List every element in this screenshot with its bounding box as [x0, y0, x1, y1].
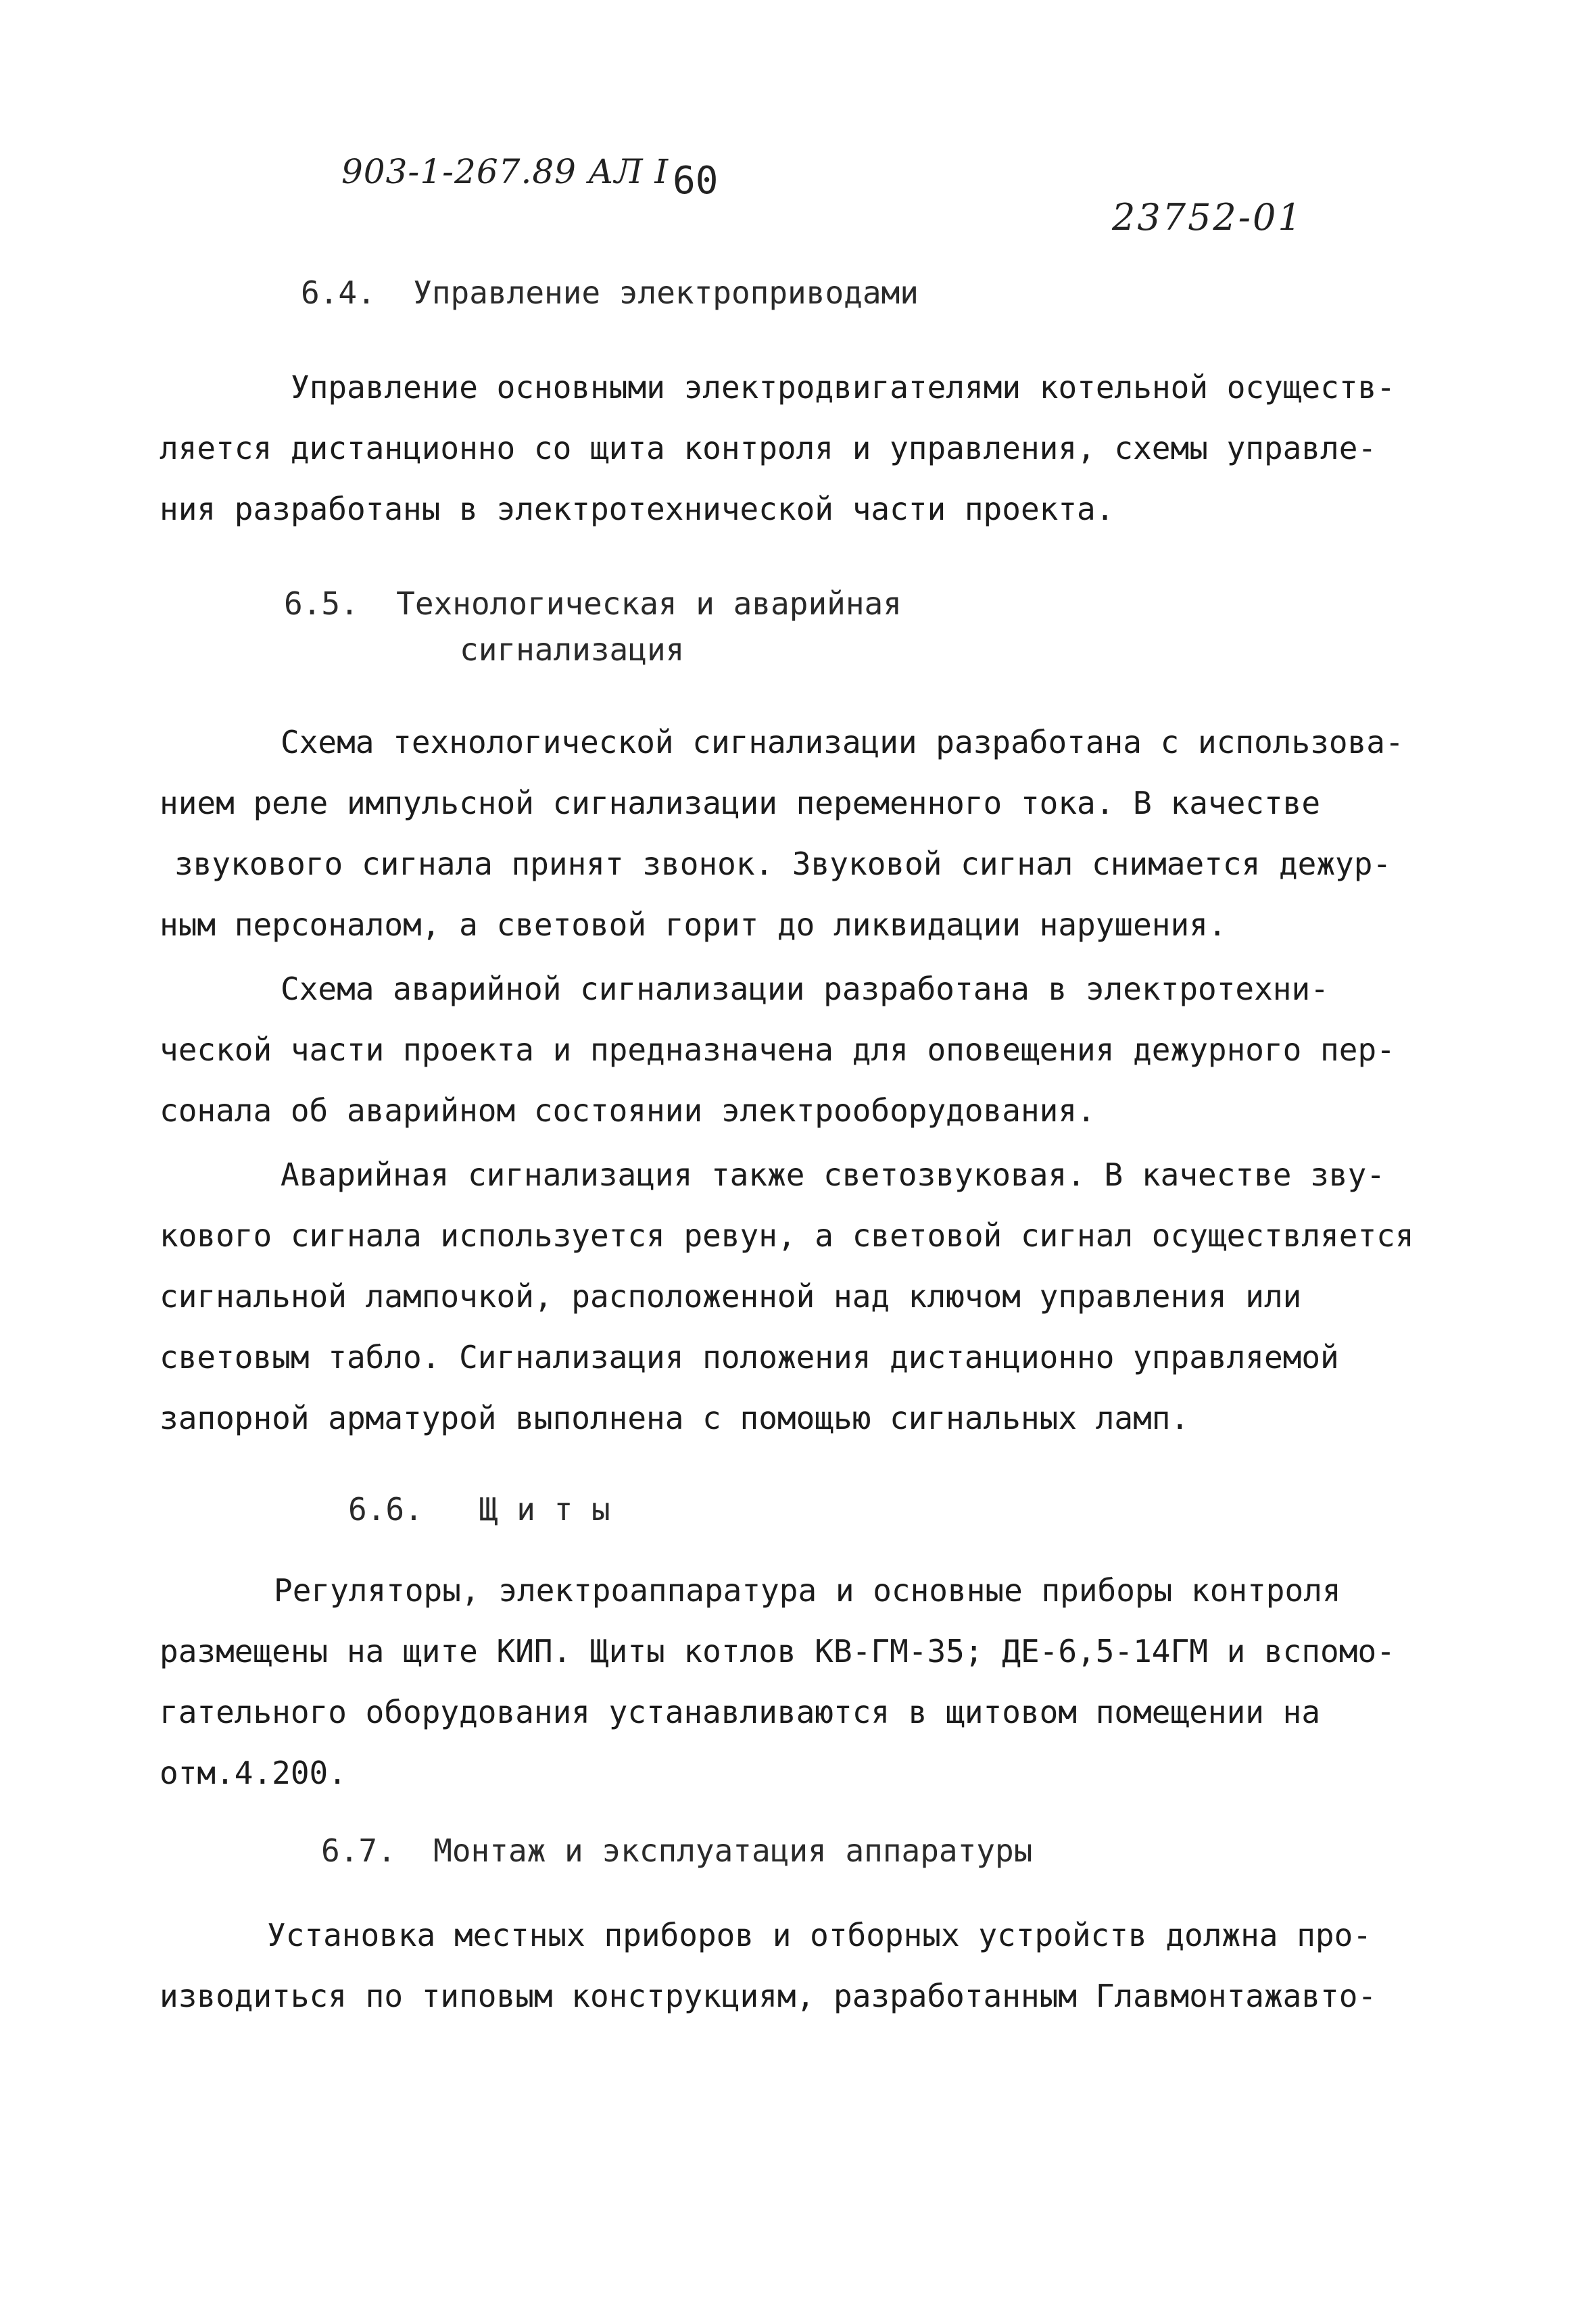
paragraph-line: Управление основными электродвигателями котельной осуществ-: [291, 369, 1395, 406]
page-number: 60: [673, 159, 719, 203]
paragraph-line: ляется дистанционно со щита контроля и управления, схемы управле-: [160, 430, 1377, 466]
paragraph-line: гательного оборудования устанавливаются в щитовом помещении на: [160, 1694, 1321, 1730]
section-heading-6-4: 6.4. Управление электроприводами: [301, 274, 919, 311]
paragraph-line: Регуляторы, электроаппаратура и основные приборы контроля: [274, 1572, 1341, 1609]
paragraph-line: Установка местных приборов и отборных устройств должна про-: [267, 1917, 1372, 1953]
paragraph-line: ным персоналом, а световой горит до ликвидации нарушения.: [160, 906, 1227, 943]
paragraph-line: отм.4.200.: [160, 1755, 347, 1791]
section-heading-6-5: 6.5. Технологическая и аварийная: [284, 585, 902, 622]
paragraph-line: кового сигнала используется ревун, а световой сигнал осуществляется: [160, 1217, 1414, 1254]
paragraph-line: ния разработаны в электротехнической части проекта.: [160, 491, 1115, 527]
paragraph-line: звукового сигнала принят звонок. Звуковой сигнал снимается дежур-: [174, 846, 1392, 882]
paragraph-line: сонала об аварийном состоянии электрооборудования.: [160, 1092, 1096, 1129]
paragraph-line: сигнальной лампочкой, расположенной над ключом управления или: [160, 1278, 1302, 1315]
paragraph-line: ческой части проекта и предназначена для оповещения дежурного пер-: [160, 1031, 1395, 1068]
paragraph-line: Аварийная сигнализация также светозвуковая. В качестве зву-: [281, 1156, 1385, 1193]
section-heading-6-5-continued: сигнализация: [460, 631, 685, 668]
paragraph-line: Схема технологической сигнализации разработана с использова-: [281, 724, 1404, 760]
paragraph-line: нием реле импульсной сигнализации переменного тока. В качестве: [160, 785, 1321, 821]
document-code: 903-1-267.89 АЛ I: [341, 152, 669, 191]
paragraph-line: световым табло. Сигнализация положения дистанционно управляемой: [160, 1339, 1339, 1375]
paragraph-line: Схема аварийной сигнализации разработана в электротехни-: [281, 971, 1329, 1007]
section-heading-6-6: 6.6. Щ и т ы: [348, 1491, 610, 1528]
section-heading-6-7: 6.7. Монтаж и эксплуатация аппаратуры: [321, 1832, 1033, 1869]
inventory-number: 23752-01: [1112, 196, 1303, 239]
paragraph-line: изводиться по типовым конструкциям, разработанным Главмонтажавто-: [160, 1978, 1377, 2014]
paragraph-line: размещены на щите КИП. Щиты котлов КВ-ГМ-35; ДЕ-6,5-14ГМ и вспомо-: [160, 1633, 1395, 1670]
paragraph-line: запорной арматурой выполнена с помощью сигнальных ламп.: [160, 1400, 1190, 1436]
